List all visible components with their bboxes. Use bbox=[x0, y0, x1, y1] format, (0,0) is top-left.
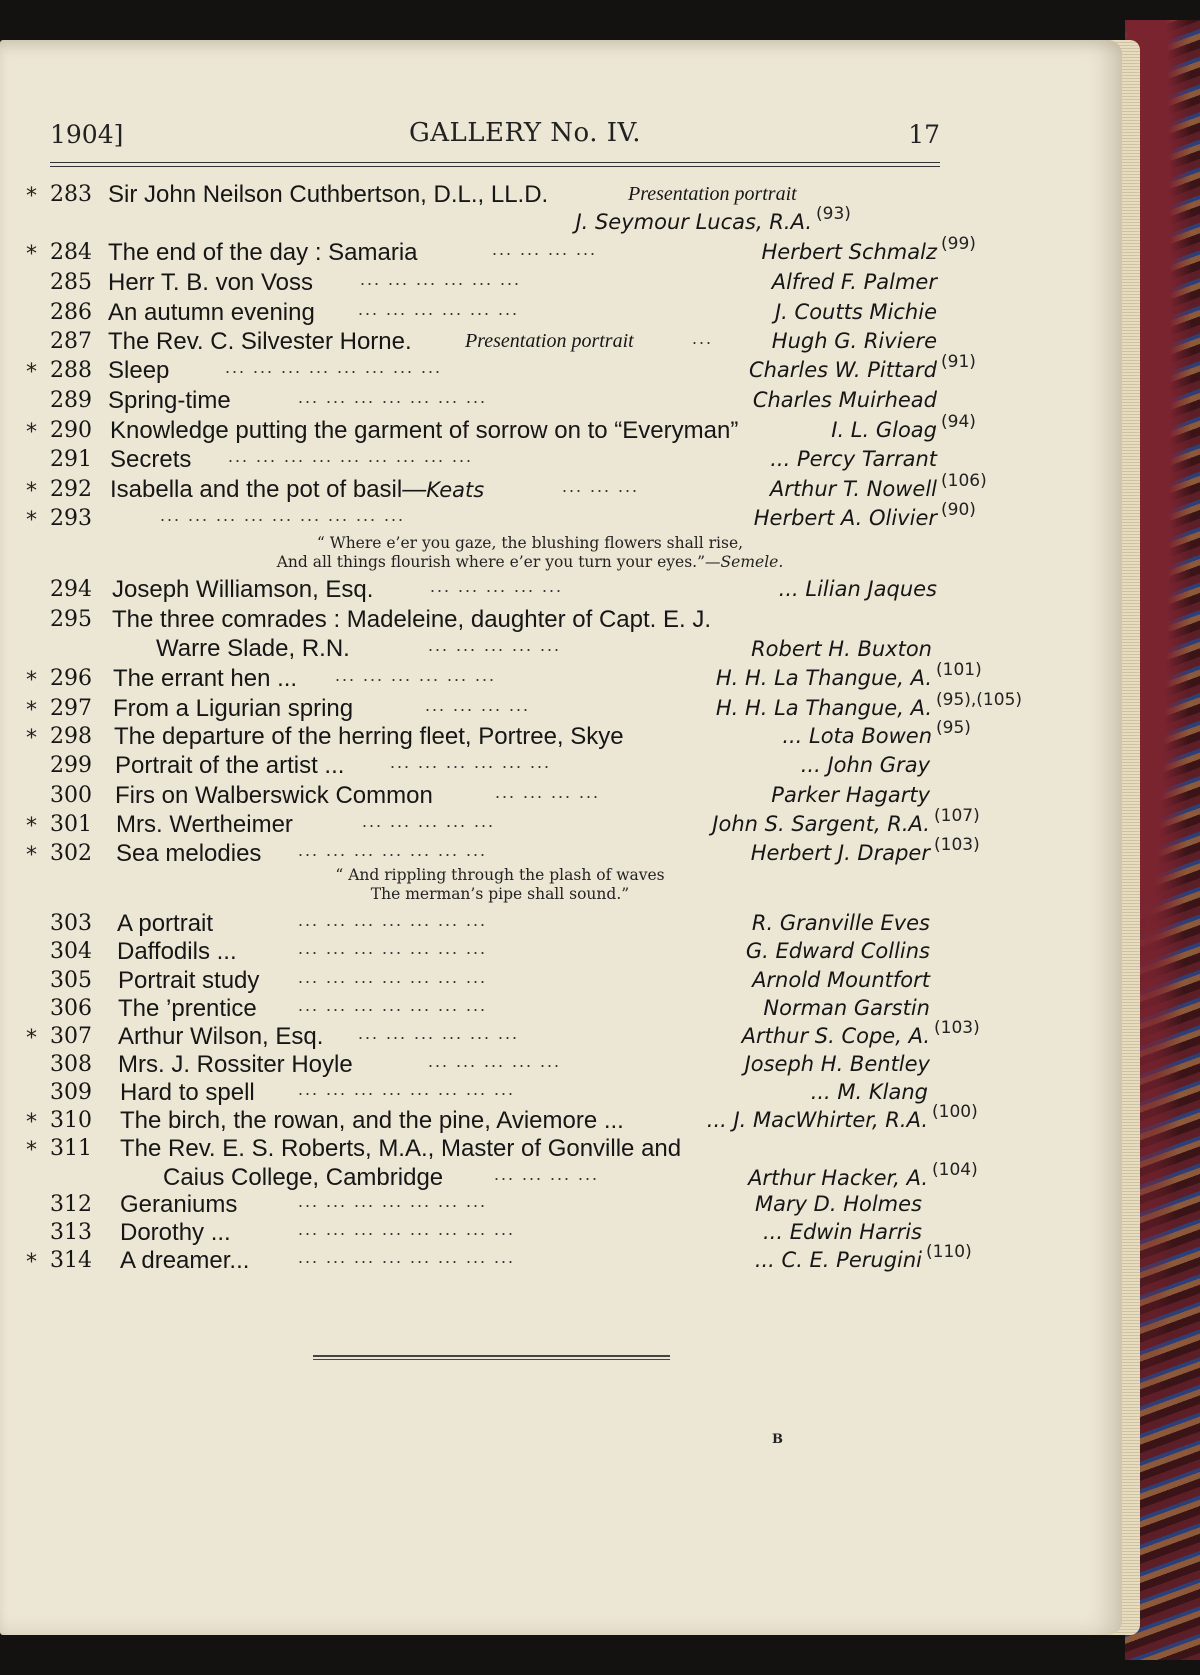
artist-name: H. H. La Thangue, A. bbox=[715, 666, 932, 690]
quote-line: “ And rippling through the plash of waves bbox=[335, 866, 665, 884]
catalogue-entry bbox=[0, 1216, 1060, 1244]
artwork-title: Dorothy ... bbox=[120, 1219, 231, 1246]
artwork-title: Portrait of the artist ... bbox=[115, 752, 345, 779]
asterisk-mark: * bbox=[26, 360, 37, 385]
header-title: GALLERY No. IV. bbox=[408, 118, 641, 148]
handwritten-annotation: (93) bbox=[816, 204, 851, 224]
leader-dots: ... bbox=[692, 328, 714, 348]
artist-name: ... John Gray bbox=[800, 753, 930, 777]
signature-mark: B bbox=[772, 1432, 783, 1447]
leader-dots: ... ... ... ... ... ... bbox=[335, 665, 497, 685]
artist-name: ... M. Klang bbox=[810, 1080, 928, 1104]
entry-number: 300 bbox=[50, 783, 92, 808]
quote-source: Semele. bbox=[720, 553, 784, 571]
handwritten-annotation: (94) bbox=[941, 412, 976, 432]
artist-name: J. Seymour Lucas, R.A. bbox=[575, 210, 812, 234]
catalogue-entry bbox=[0, 749, 1060, 777]
header-year: 1904] bbox=[50, 120, 124, 149]
asterisk-mark: * bbox=[26, 726, 37, 751]
artist-name: J. Coutts Michie bbox=[774, 300, 937, 324]
handwritten-annotation: (90) bbox=[941, 500, 976, 520]
catalogue-entry bbox=[0, 1188, 1060, 1216]
catalogue-entry bbox=[0, 690, 1060, 723]
handwritten-annotation: (95),(105) bbox=[936, 690, 1023, 710]
catalogue-entry bbox=[0, 718, 1060, 751]
catalogue-entry bbox=[0, 1102, 1060, 1135]
leader-dots: ... ... ... ... ... ... bbox=[360, 269, 522, 289]
artwork-title: The ’prentice bbox=[118, 995, 257, 1022]
asterisk-mark: * bbox=[26, 1110, 37, 1135]
catalogue-entry bbox=[0, 660, 1060, 693]
title-attribution: Keats bbox=[426, 478, 485, 502]
artist-name: Norman Garstin bbox=[763, 996, 930, 1020]
handwritten-annotation: (103) bbox=[934, 835, 980, 855]
artist-name: Charles Muirhead bbox=[752, 388, 937, 412]
artist-name: Joseph H. Bentley bbox=[744, 1052, 930, 1076]
leader-dots: ... ... ... ... ... ... ... bbox=[298, 995, 488, 1015]
presentation-note: Presentation portrait bbox=[628, 183, 797, 205]
entry-number: 298 bbox=[50, 724, 92, 749]
artwork-title: A dreamer... bbox=[120, 1247, 250, 1274]
leader-dots: ... ... ... ... ... bbox=[428, 635, 562, 655]
leader-dots: ... ... ... ... ... ... ... ... bbox=[298, 1219, 516, 1239]
entry-number: 287 bbox=[50, 329, 92, 354]
leader-dots: ... ... ... ... ... ... ... bbox=[298, 1191, 488, 1211]
asterisk-mark: * bbox=[26, 1026, 37, 1051]
catalogue-entry bbox=[0, 178, 1060, 234]
artwork-title: The errant hen ... bbox=[113, 665, 298, 692]
artwork-title-continued: Warre Slade, R.N. bbox=[156, 635, 350, 662]
entry-number: 310 bbox=[50, 1108, 92, 1133]
catalogue-entry bbox=[0, 992, 1060, 1020]
entry-number: 313 bbox=[50, 1220, 92, 1245]
catalogue-entry bbox=[0, 352, 1060, 385]
artist-name: I. L. Gloag bbox=[831, 418, 937, 442]
catalogue-entry bbox=[0, 1076, 1060, 1104]
handwritten-annotation: (95) bbox=[936, 718, 971, 738]
entry-number: 286 bbox=[50, 300, 92, 325]
asterisk-mark: * bbox=[26, 1138, 37, 1163]
handwritten-annotation: (107) bbox=[934, 806, 980, 826]
catalogue-entry bbox=[0, 907, 1060, 935]
leader-dots: ... ... ... ... ... ... ... ... bbox=[298, 1247, 516, 1267]
artist-name: ... Percy Tarrant bbox=[770, 447, 937, 471]
artwork-title: Sir John Neilson Cuthbertson, D.L., LL.D. bbox=[108, 181, 549, 208]
entry-number: 289 bbox=[50, 388, 92, 413]
catalogue-entry bbox=[0, 1018, 1060, 1051]
handwritten-annotation: (101) bbox=[936, 660, 982, 680]
entry-number: 299 bbox=[50, 753, 92, 778]
entry-number: 295 bbox=[50, 607, 92, 632]
entry-number: 292 bbox=[50, 477, 92, 502]
leader-dots: ... ... ... ... ... ... bbox=[358, 1023, 520, 1043]
header-rule-thin bbox=[50, 166, 940, 167]
entry-number: 283 bbox=[50, 182, 92, 207]
page-number: 17 bbox=[908, 120, 940, 149]
running-header bbox=[50, 112, 940, 152]
entry-number: 304 bbox=[50, 939, 92, 964]
quote-293 bbox=[230, 534, 830, 572]
leader-dots: ... ... ... ... ... ... ... bbox=[298, 967, 488, 987]
catalogue-entry bbox=[0, 471, 1060, 504]
artist-name: Arthur S. Cope, A. bbox=[741, 1024, 930, 1048]
leader-dots: ... ... ... ... ... ... ... bbox=[298, 840, 488, 860]
footer-rule bbox=[313, 1355, 670, 1357]
artwork-title: The birch, the rowan, and the pine, Aviemore ... bbox=[120, 1107, 624, 1134]
leader-dots: ... ... ... ... ... ... ... bbox=[298, 387, 488, 407]
artwork-title: Daffodils ... bbox=[117, 938, 237, 965]
artist-name: Hugh G. Riviere bbox=[771, 329, 937, 353]
artist-name: Parker Hagarty bbox=[771, 783, 930, 807]
artwork-title: Arthur Wilson, Esq. bbox=[118, 1023, 324, 1050]
artist-name: Arthur Hacker, A. bbox=[748, 1166, 928, 1190]
asterisk-mark: * bbox=[26, 814, 37, 839]
asterisk-mark: * bbox=[26, 184, 37, 209]
catalogue-entry bbox=[0, 443, 1060, 471]
artwork-title: Geraniums bbox=[120, 1191, 238, 1218]
catalogue-entry bbox=[0, 964, 1060, 992]
artwork-title: An autumn evening bbox=[108, 299, 315, 326]
entry-number: 290 bbox=[50, 418, 92, 443]
entry-number: 301 bbox=[50, 812, 92, 837]
entry-number: 288 bbox=[50, 358, 92, 383]
handwritten-annotation: (91) bbox=[941, 352, 976, 372]
artwork-title: Joseph Williamson, Esq. bbox=[112, 576, 374, 603]
artwork-title: Sleep bbox=[108, 357, 170, 384]
artist-name: G. Edward Collins bbox=[745, 939, 930, 963]
artwork-title: Secrets bbox=[110, 446, 192, 473]
asterisk-mark: * bbox=[26, 508, 37, 533]
asterisk-mark: * bbox=[26, 420, 37, 445]
entry-number: 307 bbox=[50, 1024, 92, 1049]
entry-number: 312 bbox=[50, 1192, 92, 1217]
entry-number: 309 bbox=[50, 1080, 92, 1105]
catalogue-entry bbox=[0, 1048, 1060, 1076]
artist-name: ... J. MacWhirter, R.A. bbox=[706, 1108, 928, 1132]
entry-number: 308 bbox=[50, 1052, 92, 1077]
leader-dots: ... ... ... ... ... ... ... ... bbox=[298, 1079, 516, 1099]
artwork-title: The departure of the herring fleet, Portree, Skye bbox=[114, 723, 624, 750]
leader-dots: ... ... ... ... ... ... ... ... ... bbox=[228, 446, 474, 466]
entry-number: 305 bbox=[50, 968, 92, 993]
entry-number: 311 bbox=[50, 1136, 92, 1161]
catalogue-entry bbox=[0, 573, 1060, 601]
entry-number: 306 bbox=[50, 996, 92, 1021]
entry-number: 285 bbox=[50, 270, 92, 295]
entry-number: 291 bbox=[50, 447, 92, 472]
artwork-title: A portrait bbox=[117, 910, 214, 937]
footer-rule-thin bbox=[313, 1359, 670, 1360]
entry-number: 303 bbox=[50, 911, 92, 936]
artist-name: ... Lota Bowen bbox=[782, 724, 932, 748]
catalogue-entry bbox=[0, 806, 1060, 839]
catalogue-entry bbox=[0, 296, 1060, 324]
artist-name: Herbert J. Draper bbox=[750, 841, 930, 865]
artwork-title: Firs on Walberswick Common bbox=[115, 782, 433, 809]
entry-number: 296 bbox=[50, 666, 92, 691]
artist-name: Charles W. Pittard bbox=[748, 358, 937, 382]
entry-number: 297 bbox=[50, 696, 92, 721]
asterisk-mark: * bbox=[26, 479, 37, 504]
artwork-title: Spring-time bbox=[108, 387, 231, 414]
catalogue-entry bbox=[0, 234, 1060, 267]
artwork-title: The Rev. E. S. Roberts, M.A., Master of Gonville and bbox=[120, 1135, 682, 1162]
artist-name: Herbert A. Olivier bbox=[753, 506, 937, 530]
catalogue-entry bbox=[0, 412, 1060, 445]
artwork-title: Sea melodies bbox=[116, 840, 262, 867]
leader-dots: ... ... ... ... ... ... ... ... ... bbox=[160, 505, 406, 525]
entry-number: 302 bbox=[50, 841, 92, 866]
artist-name: Alfred F. Palmer bbox=[771, 270, 937, 294]
catalogue-entry bbox=[0, 1242, 1060, 1275]
asterisk-mark: * bbox=[26, 668, 37, 693]
catalogue-entry bbox=[0, 500, 1060, 533]
artwork-title: The three comrades : Madeleine, daughter of Capt. E. J. bbox=[112, 606, 711, 633]
leader-dots: ... ... ... ... ... ... bbox=[358, 299, 520, 319]
artwork-title: The Rev. C. Silvester Horne. bbox=[108, 328, 412, 355]
artist-name: ... C. E. Perugini bbox=[754, 1248, 922, 1272]
entry-number: 294 bbox=[50, 577, 92, 602]
leader-dots: ... ... ... ... ... bbox=[430, 576, 564, 596]
quote-302 bbox=[300, 866, 700, 904]
artwork-title-continued: Caius College, Cambridge bbox=[163, 1164, 444, 1191]
artist-name: Arnold Mountfort bbox=[752, 968, 930, 992]
entry-number: 314 bbox=[50, 1248, 92, 1273]
artist-name: Herbert Schmalz bbox=[761, 240, 937, 264]
catalogue-entry bbox=[0, 1132, 1060, 1191]
artist-name: H. H. La Thangue, A. bbox=[715, 696, 932, 720]
artist-name: ... Lilian Jaques bbox=[778, 577, 937, 601]
asterisk-mark: * bbox=[26, 843, 37, 868]
leader-dots: ... ... ... ... bbox=[494, 1164, 600, 1184]
artwork-title: Knowledge putting the garment of sorrow on to “Everyman” bbox=[110, 417, 739, 444]
entry-number: 284 bbox=[50, 240, 92, 265]
handwritten-annotation: (104) bbox=[932, 1160, 978, 1180]
artist-name: Robert H. Buxton bbox=[751, 637, 932, 661]
handwritten-annotation: (110) bbox=[926, 1242, 972, 1262]
leader-dots: ... ... ... ... ... ... ... bbox=[298, 910, 488, 930]
quote-line: “ Where e’er you gaze, the blushing flowers shall rise, bbox=[316, 534, 744, 552]
leader-dots: ... ... ... ... bbox=[495, 782, 601, 802]
artwork-title: The end of the day : Samaria bbox=[108, 239, 418, 266]
leader-dots: ... ... ... ... ... bbox=[362, 811, 496, 831]
catalogue-entry bbox=[0, 325, 1060, 353]
quote-line: And all things flourish where e’er you turn your eyes.”— bbox=[276, 553, 721, 571]
artwork-title: Hard to spell bbox=[120, 1079, 255, 1106]
leader-dots: ... ... ... ... bbox=[492, 239, 598, 259]
artist-name: R. Granville Eves bbox=[751, 911, 930, 935]
leader-dots: ... ... ... ... ... ... bbox=[390, 752, 552, 772]
handwritten-annotation: (100) bbox=[932, 1102, 978, 1122]
quote-line: The merman’s pipe shall sound.” bbox=[370, 885, 630, 903]
asterisk-mark: * bbox=[26, 698, 37, 723]
catalogue-entry bbox=[0, 384, 1060, 412]
catalogue-entry bbox=[0, 835, 1060, 868]
handwritten-annotation: (103) bbox=[934, 1018, 980, 1038]
leader-dots: ... ... ... ... ... bbox=[428, 1051, 562, 1071]
entry-number: 293 bbox=[50, 506, 92, 531]
asterisk-mark: * bbox=[26, 1250, 37, 1275]
catalogue-entry bbox=[0, 266, 1060, 294]
catalogue-entry bbox=[0, 603, 1060, 662]
artwork-title: Mrs. J. Rossiter Hoyle bbox=[118, 1051, 353, 1078]
handwritten-annotation: (99) bbox=[941, 234, 976, 254]
artwork-title: Mrs. Wertheimer bbox=[116, 811, 293, 838]
asterisk-mark: * bbox=[26, 242, 37, 267]
leader-dots: ... ... ... ... ... ... ... ... bbox=[225, 357, 443, 377]
catalogue-entry bbox=[0, 779, 1060, 807]
artist-name: ... Edwin Harris bbox=[763, 1220, 922, 1244]
presentation-note: Presentation portrait bbox=[465, 330, 634, 352]
artist-name: Mary D. Holmes bbox=[754, 1192, 922, 1216]
artist-name: Arthur T. Nowell bbox=[769, 477, 937, 501]
catalogue-entry bbox=[0, 935, 1060, 963]
artwork-title: Portrait study bbox=[118, 967, 260, 994]
artwork-title: From a Ligurian spring bbox=[113, 695, 354, 722]
handwritten-annotation: (106) bbox=[941, 471, 987, 491]
header-rule bbox=[50, 162, 940, 163]
artist-name: John S. Sargent, R.A. bbox=[712, 812, 930, 836]
leader-dots: ... ... ... ... ... ... ... bbox=[298, 938, 488, 958]
leader-dots: ... ... ... ... bbox=[425, 695, 531, 715]
artwork-title: Isabella and the pot of basil—Keats bbox=[110, 476, 485, 503]
leader-dots: ... ... ... bbox=[562, 476, 640, 496]
artwork-title: Herr T. B. von Voss bbox=[108, 269, 313, 296]
